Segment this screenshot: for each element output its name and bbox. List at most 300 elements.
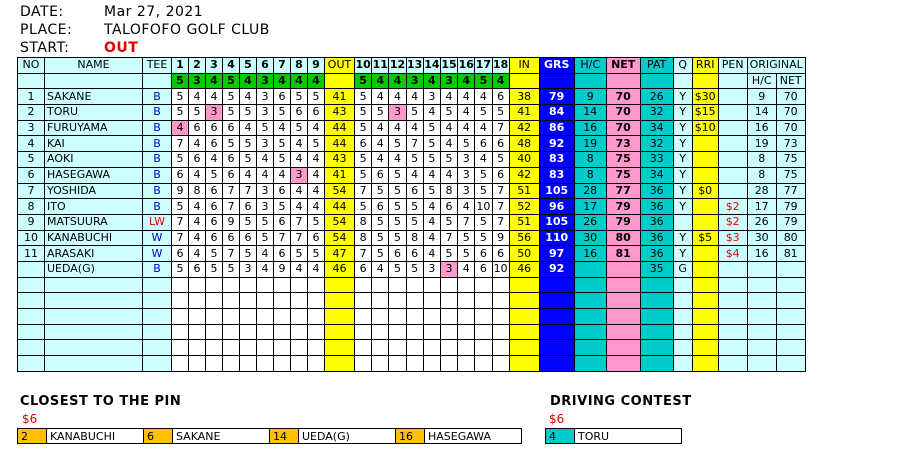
score-cell: 5 — [458, 246, 475, 262]
score-cell: 6 — [291, 105, 308, 121]
score-cell: 5 — [240, 136, 257, 152]
score-cell: 7 — [492, 199, 509, 215]
score-cell: 6 — [355, 261, 372, 277]
empty-cell — [776, 293, 805, 309]
score-cell: 4 — [458, 105, 475, 121]
score-cell: 3 — [257, 183, 274, 199]
penalty-value: $2 — [718, 199, 747, 215]
player-no: 10 — [18, 230, 45, 246]
empty-cell — [308, 293, 325, 309]
empty-cell — [692, 309, 718, 325]
score-cell: 7 — [291, 230, 308, 246]
score-cell: 6 — [406, 246, 423, 262]
score-cell: 7 — [223, 183, 240, 199]
score-cell: 5 — [308, 214, 325, 230]
empty-cell — [440, 356, 457, 372]
empty-cell — [325, 356, 355, 372]
score-cell: 5 — [223, 105, 240, 121]
empty-cell — [18, 356, 45, 372]
original-handicap: 8 — [747, 167, 776, 183]
score-cell: 4 — [257, 167, 274, 183]
net-score — [606, 261, 640, 277]
empty-cell — [692, 293, 718, 309]
empty-cell — [223, 309, 240, 325]
player-row — [18, 89, 806, 105]
empty-cell — [389, 277, 406, 293]
handicap: 8 — [574, 167, 606, 183]
empty-cell — [389, 356, 406, 372]
score-cell: 5 — [189, 105, 206, 121]
score-cell: 5 — [308, 89, 325, 105]
score-cell: 3 — [458, 152, 475, 168]
empty-cell — [747, 340, 776, 356]
score-cell: 4 — [423, 230, 440, 246]
qualified-flag: G — [673, 261, 692, 277]
player-name: FURUYAMA — [45, 120, 143, 136]
empty-cell — [274, 293, 291, 309]
penalty-value — [718, 136, 747, 152]
out-total: 46 — [325, 261, 355, 277]
score-cell: 5 — [291, 246, 308, 262]
original-net: 79 — [776, 214, 805, 230]
score-cell: 5 — [440, 214, 457, 230]
hole-header: 17 — [475, 58, 492, 72]
score-cell: 3 — [458, 183, 475, 199]
player-no: 9 — [18, 214, 45, 230]
score-cell: 4 — [458, 120, 475, 136]
empty-cell — [406, 340, 423, 356]
player-tee: LW — [143, 214, 172, 230]
score-cell: 5 — [440, 152, 457, 168]
closest-title: CLOSEST TO THE PIN — [20, 394, 182, 409]
par-spacer — [509, 73, 539, 89]
empty-cell — [372, 309, 389, 325]
col-name-header: NAME — [45, 58, 143, 74]
empty-cell — [673, 293, 692, 309]
empty-cell — [206, 293, 223, 309]
qualified-flag: Y — [673, 183, 692, 199]
qualified-flag: Y — [673, 199, 692, 215]
in-total: 41 — [509, 105, 539, 121]
empty-cell — [240, 309, 257, 325]
player-no: 4 — [18, 136, 45, 152]
score-cell: 6 — [189, 261, 206, 277]
par-cell: 5 — [355, 73, 372, 89]
score-cell: 4 — [291, 183, 308, 199]
scorecard-table — [17, 57, 806, 372]
empty-cell — [172, 324, 189, 340]
out-total: 43 — [325, 152, 355, 168]
empty-cell — [206, 309, 223, 325]
score-cell: 4 — [291, 136, 308, 152]
empty-cell — [539, 324, 574, 340]
empty-cell — [18, 277, 45, 293]
empty-cell — [45, 293, 143, 309]
net-score: 75 — [606, 167, 640, 183]
empty-cell — [747, 324, 776, 340]
empty-cell — [223, 356, 240, 372]
score-cell: 6 — [172, 167, 189, 183]
score-cell: 4 — [406, 89, 423, 105]
rri-value — [692, 199, 718, 215]
score-cell: 5 — [406, 261, 423, 277]
score-cell: 6 — [206, 136, 223, 152]
empty-cell — [423, 277, 440, 293]
par-spacer — [673, 73, 692, 89]
empty-cell — [308, 277, 325, 293]
empty-cell — [223, 277, 240, 293]
putts: 36 — [640, 199, 673, 215]
score-cell: 4 — [389, 152, 406, 168]
score-cell: 4 — [172, 120, 189, 136]
original-handicap: 16 — [747, 246, 776, 262]
empty-cell — [172, 309, 189, 325]
score-cell: 4 — [308, 261, 325, 277]
rri-value: $5 — [692, 230, 718, 246]
empty-cell — [475, 356, 492, 372]
empty-cell — [257, 309, 274, 325]
in-total: 42 — [509, 120, 539, 136]
empty-cell — [492, 324, 509, 340]
player-row — [18, 136, 806, 152]
place-line — [20, 22, 270, 38]
empty-cell — [718, 324, 747, 340]
empty-cell — [406, 309, 423, 325]
empty-cell — [440, 309, 457, 325]
qualified-flag: Y — [673, 230, 692, 246]
score-cell: 6 — [189, 120, 206, 136]
empty-cell — [692, 356, 718, 372]
score-cell: 5 — [475, 105, 492, 121]
empty-cell — [406, 293, 423, 309]
empty-cell — [423, 356, 440, 372]
score-cell: 4 — [372, 89, 389, 105]
empty-cell — [458, 293, 475, 309]
score-cell: 4 — [458, 89, 475, 105]
score-cell: 4 — [475, 120, 492, 136]
net-score: 75 — [606, 152, 640, 168]
score-cell: 3 — [291, 167, 308, 183]
empty-cell — [574, 277, 606, 293]
score-cell: 4 — [189, 136, 206, 152]
empty-cell — [475, 340, 492, 356]
in-total: 42 — [509, 167, 539, 183]
empty-cell — [223, 293, 240, 309]
empty-cell — [673, 324, 692, 340]
empty-cell — [372, 277, 389, 293]
score-cell: 5 — [172, 105, 189, 121]
player-no: 8 — [18, 199, 45, 215]
empty-cell — [355, 340, 372, 356]
empty-cell — [274, 309, 291, 325]
score-cell: 4 — [189, 214, 206, 230]
in-total: 56 — [509, 230, 539, 246]
handicap: 14 — [574, 105, 606, 121]
rri-value — [692, 246, 718, 262]
score-cell: 7 — [274, 230, 291, 246]
empty-cell — [389, 309, 406, 325]
empty-row — [18, 309, 806, 325]
original-handicap — [747, 261, 776, 277]
score-cell: 4 — [308, 183, 325, 199]
empty-cell — [509, 356, 539, 372]
player-row — [18, 120, 806, 136]
out-total: 47 — [325, 246, 355, 262]
player-name: ARASAKI — [45, 246, 143, 262]
player-tee: B — [143, 167, 172, 183]
empty-cell — [257, 340, 274, 356]
par-cell: 4 — [274, 73, 291, 89]
player-tee: B — [143, 152, 172, 168]
score-cell: 9 — [172, 183, 189, 199]
qualified-flag: Y — [673, 246, 692, 262]
score-cell: 6 — [206, 230, 223, 246]
score-cell: 6 — [274, 214, 291, 230]
score-cell: 6 — [475, 261, 492, 277]
empty-cell — [423, 324, 440, 340]
player-tee: B — [143, 199, 172, 215]
place-label: PLACE: — [20, 22, 73, 38]
empty-row — [18, 277, 806, 293]
col-q-header: Q — [673, 58, 692, 74]
gross-score: 92 — [539, 136, 574, 152]
hole-header: 7 — [274, 58, 291, 74]
empty-cell — [539, 356, 574, 372]
player-name: HASEGAWA — [45, 167, 143, 183]
empty-cell — [189, 293, 206, 309]
score-cell: 8 — [189, 183, 206, 199]
empty-cell — [45, 324, 143, 340]
rri-value — [692, 214, 718, 230]
score-cell: 7 — [223, 199, 240, 215]
empty-cell — [291, 293, 308, 309]
empty-cell — [143, 277, 172, 293]
empty-cell — [440, 277, 457, 293]
empty-cell — [606, 356, 640, 372]
empty-row — [18, 356, 806, 372]
par-cell: 3 — [257, 73, 274, 89]
col-out-header: OUT — [325, 58, 355, 74]
empty-cell — [606, 309, 640, 325]
driving-title: DRIVING CONTEST — [550, 394, 692, 409]
rri-value: $0 — [692, 183, 718, 199]
score-cell: 5 — [274, 136, 291, 152]
par-cell: 4 — [372, 73, 389, 89]
empty-cell — [18, 309, 45, 325]
player-row — [18, 246, 806, 262]
header-row — [18, 58, 806, 74]
empty-cell — [423, 309, 440, 325]
par-spacer — [143, 73, 172, 89]
score-cell: 5 — [355, 167, 372, 183]
score-cell: 5 — [240, 152, 257, 168]
hole-header: 6 — [257, 58, 274, 74]
hole-header: 15 — [441, 58, 457, 72]
out-total: 54 — [325, 183, 355, 199]
empty-cell — [206, 277, 223, 293]
score-cell: 5 — [291, 120, 308, 136]
score-cell: 5 — [406, 152, 423, 168]
player-row — [18, 183, 806, 199]
penalty-value — [718, 261, 747, 277]
net-score: 80 — [606, 230, 640, 246]
score-cell: 5 — [406, 105, 423, 121]
score-cell: 5 — [240, 246, 257, 262]
pin-winner: SAKANE — [173, 429, 270, 444]
empty-cell — [423, 293, 440, 309]
in-total: 50 — [509, 246, 539, 262]
empty-cell — [143, 324, 172, 340]
score-cell: 5 — [389, 199, 406, 215]
empty-cell — [458, 340, 475, 356]
player-name: KAI — [45, 136, 143, 152]
gross-score: 83 — [539, 152, 574, 168]
col-hc-header: H/C — [574, 58, 606, 74]
score-cell: 9 — [223, 214, 240, 230]
empty-cell — [18, 340, 45, 356]
player-tee: B — [143, 136, 172, 152]
score-cell: 3 — [257, 105, 274, 121]
score-cell: 5 — [257, 120, 274, 136]
empty-cell — [574, 309, 606, 325]
out-total: 54 — [325, 230, 355, 246]
empty-cell — [172, 356, 189, 372]
empty-cell — [539, 309, 574, 325]
qualified-flag: Y — [673, 152, 692, 168]
score-cell: 5 — [372, 105, 389, 121]
qualified-flag: Y — [673, 105, 692, 121]
hole-header: 10 — [355, 58, 371, 72]
score-cell: 5 — [458, 230, 475, 246]
score-cell: 4 — [257, 246, 274, 262]
gross-score: 79 — [539, 89, 574, 105]
score-cell: 4 — [189, 246, 206, 262]
net-score: 79 — [606, 199, 640, 215]
original-net: 73 — [776, 136, 805, 152]
penalty-value — [718, 89, 747, 105]
empty-cell — [257, 293, 274, 309]
empty-cell — [475, 293, 492, 309]
handicap — [574, 261, 606, 277]
empty-cell — [172, 293, 189, 309]
penalty-value — [718, 152, 747, 168]
score-cell: 8 — [440, 183, 457, 199]
par-row — [18, 73, 806, 89]
score-cell: 6 — [223, 152, 240, 168]
handicap: 17 — [574, 199, 606, 215]
empty-cell — [492, 356, 509, 372]
par-cell: 5 — [223, 73, 240, 89]
empty-cell — [291, 340, 308, 356]
empty-cell — [458, 324, 475, 340]
player-no: 3 — [18, 120, 45, 136]
score-cell: 5 — [423, 120, 440, 136]
empty-cell — [45, 356, 143, 372]
empty-cell — [574, 324, 606, 340]
empty-cell — [640, 324, 673, 340]
score-cell: 4 — [406, 167, 423, 183]
score-cell: 5 — [172, 199, 189, 215]
score-cell: 5 — [274, 105, 291, 121]
score-cell: 4 — [291, 199, 308, 215]
score-cell: 7 — [458, 214, 475, 230]
original-net: 70 — [776, 105, 805, 121]
score-cell: 5 — [423, 136, 440, 152]
empty-cell — [673, 356, 692, 372]
empty-cell — [18, 324, 45, 340]
rri-value — [692, 136, 718, 152]
par-spacer — [574, 73, 606, 89]
score-cell: 4 — [440, 136, 457, 152]
empty-cell — [776, 277, 805, 293]
in-total: 38 — [509, 89, 539, 105]
score-cell: 4 — [372, 261, 389, 277]
empty-cell — [240, 356, 257, 372]
empty-cell — [355, 356, 372, 372]
col-orig-net-header: NET — [776, 73, 805, 89]
empty-cell — [372, 356, 389, 372]
score-cell: 5 — [389, 136, 406, 152]
out-total: 41 — [325, 167, 355, 183]
player-name: YOSHIDA — [45, 183, 143, 199]
penalty-value — [718, 105, 747, 121]
empty-cell — [673, 309, 692, 325]
out-total: 54 — [325, 214, 355, 230]
score-cell: 6 — [440, 199, 457, 215]
handicap: 19 — [574, 136, 606, 152]
score-cell: 6 — [492, 167, 509, 183]
score-cell: 5 — [172, 261, 189, 277]
closest-prize: $6 — [22, 412, 38, 426]
pin-winner: KANABUCHI — [47, 429, 144, 444]
penalty-value: $4 — [718, 246, 747, 262]
player-no: 7 — [18, 183, 45, 199]
empty-cell — [747, 293, 776, 309]
col-pat-header: PAT — [640, 58, 673, 74]
score-cell: 6 — [189, 152, 206, 168]
score-cell: 5 — [223, 89, 240, 105]
player-tee: B — [143, 89, 172, 105]
gross-score: 83 — [539, 167, 574, 183]
col-no-header: NO — [18, 58, 45, 74]
score-cell: 7 — [172, 136, 189, 152]
net-score: 70 — [606, 120, 640, 136]
player-tee: B — [143, 261, 172, 277]
player-name: UEDA(G) — [45, 261, 143, 277]
empty-cell — [692, 277, 718, 293]
gross-score: 84 — [539, 105, 574, 121]
player-tee: W — [143, 230, 172, 246]
score-cell: 4 — [440, 167, 457, 183]
par-cell: 4 — [308, 73, 325, 89]
putts: 36 — [640, 214, 673, 230]
score-cell: 5 — [372, 230, 389, 246]
rri-value: $10 — [692, 120, 718, 136]
out-total: 44 — [325, 136, 355, 152]
empty-cell — [475, 324, 492, 340]
score-cell: 5 — [440, 246, 457, 262]
driving-table — [545, 428, 682, 444]
empty-cell — [574, 293, 606, 309]
score-cell: 5 — [355, 120, 372, 136]
in-total: 46 — [509, 261, 539, 277]
empty-cell — [308, 309, 325, 325]
empty-cell — [389, 324, 406, 340]
gross-score: 110 — [539, 230, 574, 246]
col-rri-header: RRI — [692, 58, 718, 74]
original-net: 79 — [776, 199, 805, 215]
empty-cell — [143, 293, 172, 309]
